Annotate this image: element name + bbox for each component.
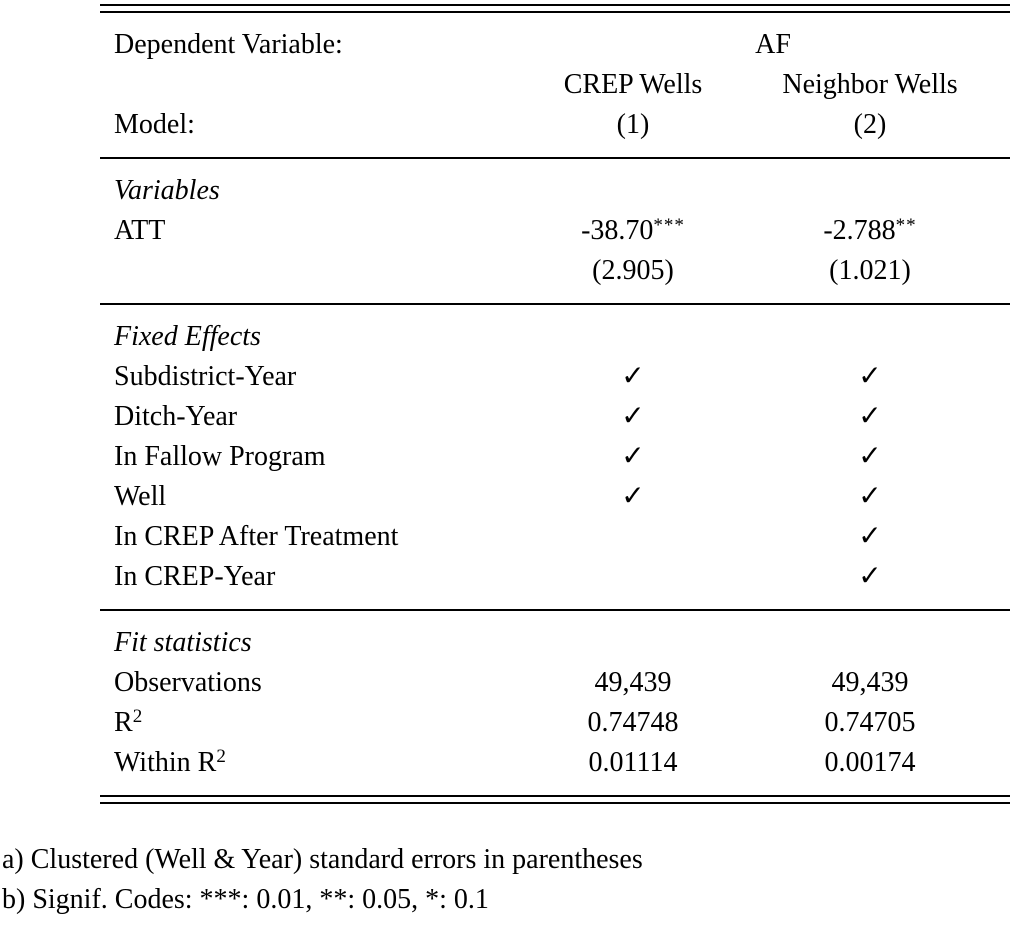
att-estimate-model1 (536, 211, 730, 251)
fit-statistics-section (100, 623, 1010, 783)
model-label: Model: (114, 109, 195, 140)
att-se-model1: (2.905) (592, 255, 674, 286)
att-se-model2: (1.021) (829, 255, 911, 286)
checkmark-icon: ✓ (858, 561, 882, 592)
header-section (100, 25, 1010, 145)
fe-label-in-crep-after-treatment: In CREP After Treatment (114, 521, 399, 552)
section-title-fixed-effects: Fixed Effects (114, 321, 261, 352)
dependent-variable-value: AF (755, 29, 791, 60)
regression-table (100, 4, 1010, 804)
table-notes (0, 840, 1020, 920)
significance-stars: ** (895, 215, 917, 236)
empty-cell (536, 557, 730, 597)
model-id-1: (1) (616, 109, 650, 140)
fe-label-in-crep-year: In CREP-Year (114, 561, 276, 592)
column-labels-row (100, 65, 1010, 105)
col-label-neighbor-wells: Neighbor Wells (782, 69, 958, 100)
checkmark-icon: ✓ (858, 521, 882, 552)
fe-label-subdistrict-year: Subdistrict-Year (114, 361, 297, 392)
checkmark-icon: ✓ (858, 481, 882, 512)
fe-label-in-fallow-program: In Fallow Program (114, 441, 326, 472)
checkmark-icon: ✓ (858, 401, 882, 432)
section-title-row (100, 623, 1010, 663)
checkmark-icon: ✓ (621, 361, 645, 392)
table-row (100, 557, 1010, 597)
fit-label-r-squared (100, 703, 536, 743)
r2-model2: 0.74705 (824, 707, 916, 738)
label-text: R (114, 707, 133, 738)
checkmark-icon: ✓ (858, 361, 882, 392)
coefficient-row (100, 211, 1010, 251)
checkmark-icon: ✓ (621, 401, 645, 432)
standard-error-row (100, 251, 1010, 291)
fit-label-observations: Observations (114, 667, 262, 698)
bottom-double-rule (100, 795, 1010, 804)
empty-cell (100, 65, 536, 105)
checkmark-icon: ✓ (621, 441, 645, 472)
table-row (100, 477, 1010, 517)
rule-after-header (100, 157, 1010, 159)
section-title-row (100, 171, 1010, 211)
fe-label-ditch-year: Ditch-Year (114, 401, 238, 432)
estimate-value: -2.788 (823, 215, 896, 246)
section-title-row (100, 317, 1010, 357)
note-significance-codes: b) Signif. Codes: ***: 0.01, **: 0.05, *: 0.1 (2, 884, 489, 915)
table-row (100, 743, 1010, 783)
att-estimate-model2 (730, 211, 1010, 251)
checkmark-icon: ✓ (621, 481, 645, 512)
variables-section (100, 171, 1010, 291)
significance-stars: *** (653, 215, 685, 236)
empty-cell (100, 251, 536, 291)
rule-after-fixed-effects (100, 609, 1010, 611)
empty-cell (536, 517, 730, 557)
dependent-variable-row (100, 25, 1010, 65)
label-text: Within R (114, 747, 217, 778)
table-row (100, 703, 1010, 743)
estimate-value: -38.70 (581, 215, 654, 246)
superscript-2: 2 (132, 706, 143, 727)
fixed-effects-section (100, 317, 1010, 597)
att-label: ATT (114, 215, 166, 246)
r2-model1: 0.74748 (587, 707, 679, 738)
within-r2-model1: 0.01114 (588, 747, 678, 778)
section-title-fit-statistics: Fit statistics (114, 627, 252, 658)
col-label-crep-wells: CREP Wells (563, 69, 703, 100)
fit-label-within-r-squared (100, 743, 536, 783)
table-row (100, 663, 1010, 703)
model-row (100, 105, 1010, 145)
observations-model2: 49,439 (831, 667, 909, 698)
checkmark-icon: ✓ (858, 441, 882, 472)
table-row (100, 357, 1010, 397)
dependent-variable-label: Dependent Variable: (114, 29, 343, 60)
top-double-rule (100, 4, 1010, 13)
table-row (100, 437, 1010, 477)
observations-model1: 49,439 (594, 667, 672, 698)
table-row (100, 517, 1010, 557)
rule-after-variables (100, 303, 1010, 305)
superscript-2: 2 (216, 746, 226, 767)
fe-label-well: Well (114, 481, 167, 512)
note-clustered-se: a) Clustered (Well & Year) standard errors in parentheses (2, 844, 643, 875)
table-row (100, 397, 1010, 437)
model-id-2: (2) (853, 109, 887, 140)
within-r2-model2: 0.00174 (824, 747, 916, 778)
section-title-variables: Variables (114, 175, 220, 206)
